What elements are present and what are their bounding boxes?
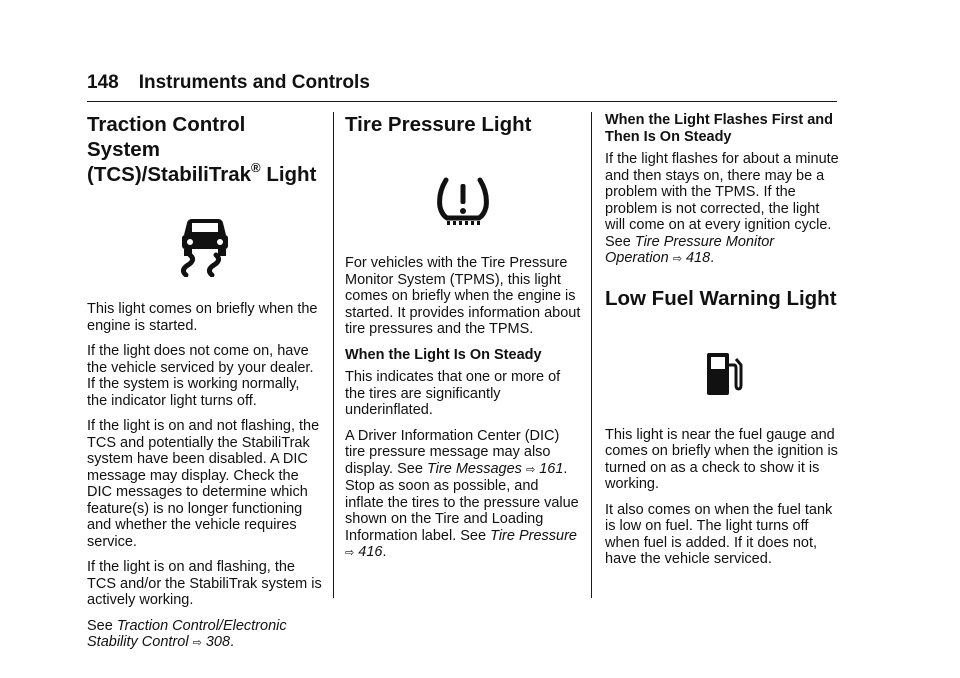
page-header: [87, 72, 370, 94]
tcs-heading-line1: Traction Control System: [87, 113, 246, 161]
tcs-heading-line2: (TCS)/StabiliTrak: [87, 163, 252, 186]
tire-messages-page: 161: [539, 460, 564, 477]
column-tcs: [87, 112, 323, 661]
section-title: Instruments and Controls: [138, 72, 370, 93]
traction-control-icon: [87, 187, 323, 301]
tcs-heading-tail: Light: [260, 163, 317, 186]
tire-pressure-paragraph-1: For vehicles with the Tire Pressure Monitor System (TPMS), this light comes on briefly when the engine is started. It provides information about tire pressures and the TPMS.: [345, 255, 581, 337]
tcs-reference-link[interactable]: Traction Control/Electronic Stability Control: [87, 617, 287, 650]
page-arrow-icon: ⇨: [345, 547, 355, 559]
tcs-reference-page: 308: [205, 634, 231, 650]
tcs-paragraph-2: If the light does not come on, have the vehicle serviced by your dealer. If the system is working normally, the indicator light turns off.: [87, 343, 314, 409]
tpms-operation-page: 418: [685, 250, 711, 266]
tire-pressure-heading: Tire Pressure Light: [345, 113, 532, 136]
column-divider-1: [333, 112, 334, 598]
fuel-pump-icon: [605, 321, 841, 427]
flash-subheading: When the Light Flashes First and Then Is On Steady: [605, 112, 833, 145]
low-fuel-heading: Low Fuel Warning Light: [605, 286, 837, 310]
tire-pressure-paragraph-3: A Driver Information Center (DIC) tire pressure message may also display. See Tire Messages ⇨ 161. Stop as soon as possible, and inflate the tires to the pressure value shown on the Tire and Loading Information label. See Tire Pressure ⇨ 416.: [345, 427, 579, 560]
column-divider-2: [591, 112, 592, 598]
page-arrow-icon: ⇨: [525, 463, 536, 476]
page-arrow-icon: ⇨: [192, 637, 202, 649]
tire-pressure-paragraph-2: This indicates that one or more of the tires are significantly underinflated.: [345, 369, 561, 418]
registered-mark: ®: [251, 160, 261, 175]
tire-messages-link[interactable]: Tire Messages: [426, 460, 522, 477]
header-rule: [87, 101, 837, 102]
tire-pressure-link[interactable]: Tire Pressure: [490, 527, 577, 544]
flash-paragraph: If the light flashes for about a minute and then stays on, there may be a problem with the TPMS. If the problem is not corrected, the light will come on at every ignition cycle. See Tire Pressure Monitor Operation ⇨ 418.: [605, 151, 839, 266]
low-fuel-paragraph-1: This light is near the fuel gauge and comes on briefly when the ignition is turned on as a check to show it is working.: [605, 426, 838, 492]
steady-subheading: When the Light Is On Steady: [345, 346, 542, 363]
page-number: 148: [87, 72, 119, 93]
tcs-paragraph-1: This light comes on briefly when the engine is started.: [87, 301, 318, 334]
tcs-paragraph-4: If the light is on and flashing, the TCS and/or the StabiliTrak system is actively working.: [87, 559, 322, 608]
page-arrow-icon: ⇨: [672, 253, 682, 265]
column-tire-pressure: [345, 112, 581, 571]
low-fuel-paragraph-2: It also comes on when the fuel tank is low on fuel. The light turns off when fuel is added. If it does not, have the vehicle serviced.: [605, 501, 833, 567]
tcs-see-reference: See Traction Control/Electronic Stability Control ⇨ 308.: [87, 617, 287, 650]
tpms-operation-link[interactable]: Tire Pressure Monitor Operation: [605, 233, 775, 266]
tcs-paragraph-3: If the light is on and not flashing, the TCS and potentially the StabiliTrak system have been disabled. A DIC message may display. Check the DIC messages to determine which feature(s) is no longer functioning and whether the vehicle requires service.: [87, 418, 320, 550]
tire-pressure-page: 416: [358, 544, 383, 560]
tcs-heading: [87, 112, 323, 187]
column-flash-fuel: [605, 112, 841, 577]
tire-pressure-icon: [345, 147, 581, 255]
